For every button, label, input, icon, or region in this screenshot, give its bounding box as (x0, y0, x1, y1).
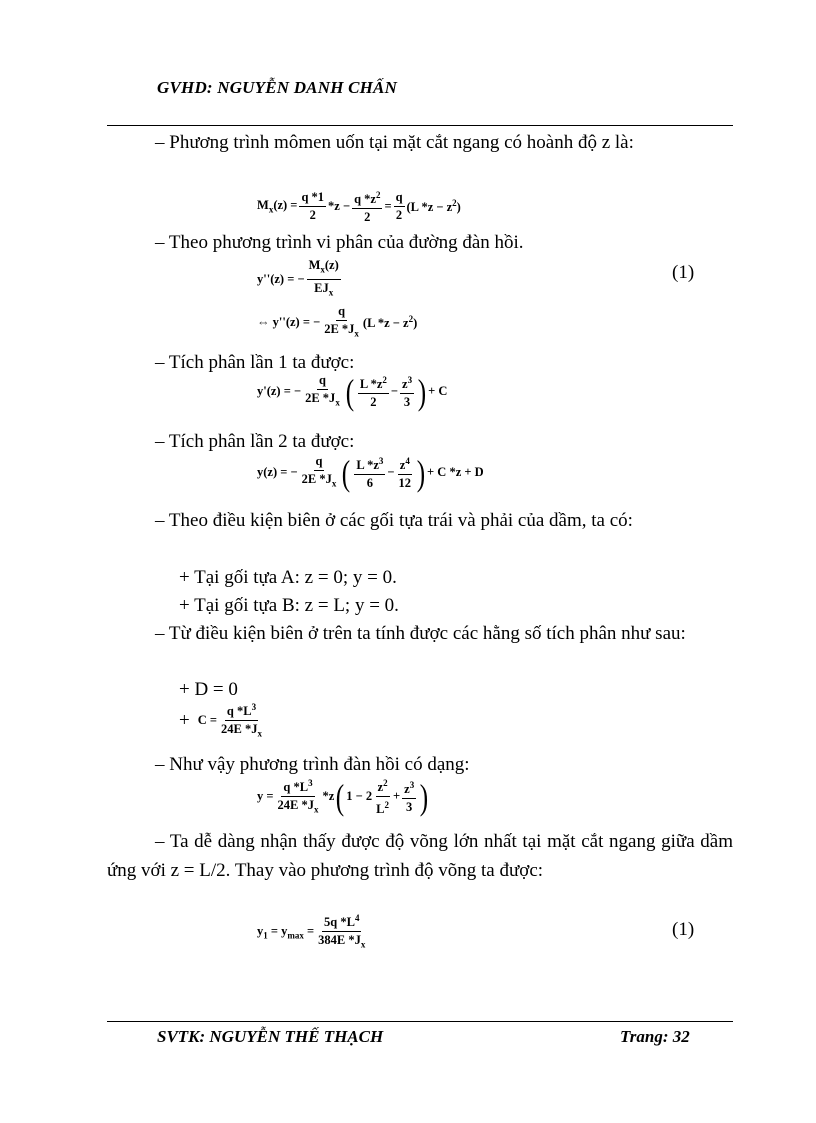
paragraph-differential: – Theo phương trình vi phân của đường đàn hồi. (155, 232, 524, 253)
header-rule (107, 125, 733, 126)
equation-second-integral: y(z) = − $\frac{q}{2E *J_x}$ ( $\frac{L *z^3}{6}$ − $\frac{z^4}{12}$ ) + C *z + D (257, 452, 484, 493)
paragraph-moment: – Phương trình mômen uốn tại mặt cắt ngang có hoành độ z là: (155, 132, 634, 153)
equation-number-1: (1) (672, 262, 695, 283)
equation-number-2: (1) (672, 919, 695, 940)
equation-moment: $M_x(z)$ = $\frac{q *1}{2}$ *z − $\frac{q *z^2}{2}$ = $\frac{q}{2}$ (L $*z - z^2$) (257, 190, 461, 225)
equation-first-integral: y'(z) = − $\frac{q}{2E *J_x}$ ( $\frac{L *z^2}{2}$ − $\frac{z^3}{3}$ ) + C (257, 371, 448, 412)
constant-c-prefix: + (179, 709, 190, 731)
paragraph-integral-1: – Tích phân lần 1 ta được: (155, 352, 355, 373)
paragraph-boundary: – Theo điều kiện biên ở các gối tựa trái và phải của dầm, ta có: (155, 510, 633, 531)
paragraph-integral-2: – Tích phân lần 2 ta được: (155, 431, 355, 452)
header-title: GVHD: NGUYỄN DANH CHẤN (157, 78, 398, 97)
constant-c: + C = $\frac{q *L^3}{24E *J_x}$ (179, 702, 262, 739)
paragraph-constants: – Từ điều kiện biên ở trên ta tính được các hằng số tích phân như sau: (155, 623, 686, 644)
paragraph-elastic-form: – Như vậy phương trình đàn hồi có dạng: (155, 754, 470, 775)
bullet-support-a: + Tại gối tựa A: z = 0; y = 0. (179, 567, 397, 588)
footer-rule (107, 1021, 733, 1022)
bullet-support-b: + Tại gối tựa B: z = L; y = 0. (179, 595, 399, 616)
footer-page: Trang: 32 (620, 1027, 690, 1046)
equation-second-derivative: y''(z) = − $\frac{M_x(z)}{EJ_x}$ (257, 258, 339, 297)
equation-elastic: y = $\frac{q *L^3}{24E *J_x}$ *z ( 1 − 2 $\frac{z^2}{L^2}$ + $\frac{z^3}{3}$ ) (257, 776, 429, 817)
paragraph-max-deflection: – Ta dễ dàng nhận thấy được độ võng lớn nhất tại mặt cắt ngang giữa dầm ứng với z = L/2. Thay vào phương trình độ võng ta được: (107, 831, 733, 881)
equation-max-deflection: $y_1 = y_{max}$ = $\frac{5q *L^4}{384E *J_x}$ (257, 913, 366, 950)
footer-author: SVTK: NGUYỄN THẾ THẠCH (157, 1027, 384, 1046)
equation-second-derivative-expanded: ⇔ y''(z) = − $\frac{q}{2E *J_x}$ (L $*z - z^2$) (257, 304, 418, 339)
constant-d: + D = 0 (179, 679, 238, 700)
